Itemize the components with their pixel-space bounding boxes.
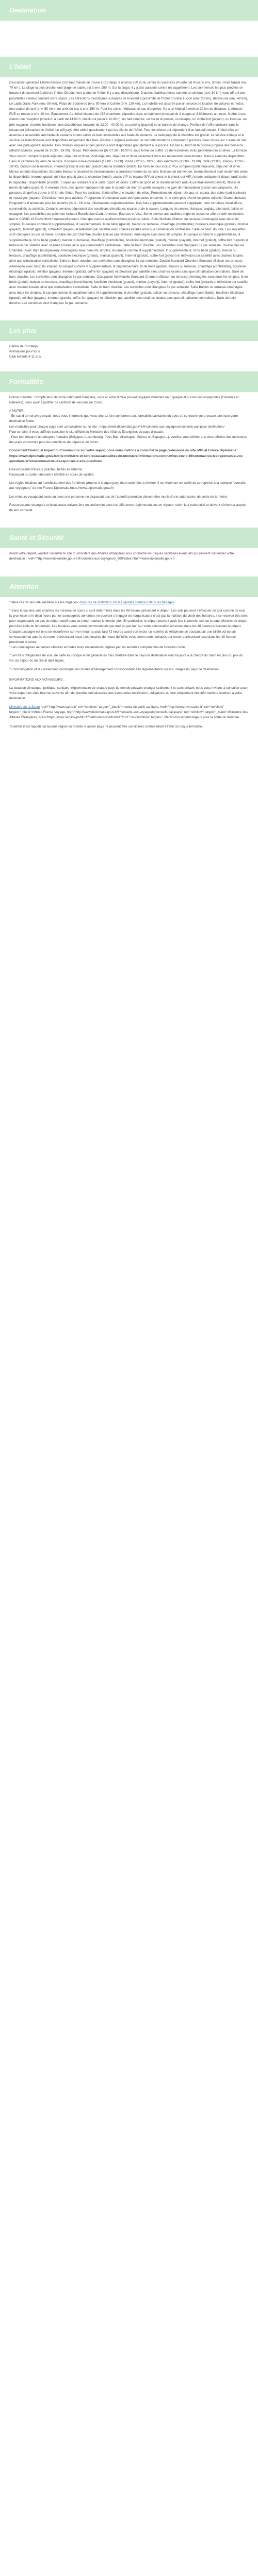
formalites-paragraph-3: Concernant l’éventuel impact du Coronavirus sur votre séjour, nous vous invitons à consulter la page ci-dessous du site officiel France Diplomatie : https://www.diplomatie.gouv.fr/fr/le-ministere-et-son-reseau/actualites-du-ministere/informations-coronavirus-covid-19/coronavirus-les-reponses-a-vos-questions/article/coronavirus-les-reponses-a-vos-questions xyxy=(9,449,244,463)
final-paragraph: Toutefois il est rappelé qu’aucune région du monde ni aucun pays ne peuvent être considérés comme étant à l’abri du risque terroriste. xyxy=(9,725,203,729)
formalites-content xyxy=(0,392,258,521)
plus-item: Centre de Corralejo xyxy=(9,345,38,349)
attention-paragraph-4: * L’homologation et le classement touristique des modes d’hébergement correspondent à la réglementation ou aux usages du pays de destination. xyxy=(9,667,220,671)
sante-paragraph: Avant votre départ, veuillez consulter le site du ministère des Affaires étrangères pour connaître les risques sanitaires éventuels qui peuvent concerner votre destination : href="http://www.diplomatie.gouv.fr/fr/conseils-aux-voyageurs_909/index.html">www.diplomatie.gouv.fr xyxy=(9,552,234,561)
formalites-paragraph-1: Bonne nouvelle : Compte tenu de votre nationalité française, vous et votre famille pouvez voyager librement en Espagne et sur les îles espagnoles (Canaries et Baléares), sans avoir à justifier de certificat de vaccination Covid. xyxy=(9,395,239,404)
plus-title: Les plus xyxy=(9,327,37,335)
formalites-paragraph-5: Les règles relatives au franchissement des frontières propres à chaque pays étant amenées à évoluer, il est vivement conseillé de se reporter à la rubrique “conseils aux voyageurs” du site France Diplomatie.https://www.diplomatie.gouv.fr/ xyxy=(9,481,246,490)
liquids-restriction-link[interactable]: mesures de restriction sur les liquides contenus dans les bagages xyxy=(79,600,174,604)
destination-content xyxy=(0,21,258,49)
section-title-destination xyxy=(0,0,258,21)
attention-prefix: * Mesures de sécurité sanitaire sur les bagages: xyxy=(9,600,80,604)
plus-item: Animations pour tous xyxy=(9,350,40,354)
ministere-paragraph xyxy=(9,705,249,721)
section-title-plus xyxy=(0,320,258,341)
sante-content xyxy=(0,548,258,569)
formalites-paragraph-6: Les mineurs voyageant seuls ou avec une personne ne disposant pas de l’autorité parentale doivent être munis d’une autorisation de sortie de territoire. xyxy=(9,495,228,499)
hotel-description: Description générale L’hôtel Barceló Corralejo Sands se trouve à Corralejo, à environ 250 m du centre du vacances (Puerto del Rosario env. 30 km, Gran Tarajal env. 70 km ). La plage la plus proche, une plage de sable, est à env. 250 m. Sur la plage, il y a des parasols contre un supplément. Les commerces les plus proches se trouvent directement à côté de l’hôtel. Directement à côté de l’hôtel, il y a une discothèque. D’autres établissements comme un cinéma (env. 30 km) vous offrent des possibilités variées pendant votre séjour. Les attractions touristiques suivantes se trouvent à proximité de l’hôtel: Coridiu Tuclon (env. 20 km), Betancuria (env. 48 km), Le Lajita Oasis Park (env. 80 km), Playa de Sotavento (env. 90 km) et Cofete (env. 110 km). La mobilité est assurée par un service de location de voitures et motos, une station de taxi (env. 50 m) et un arrêt de bus à env. 150 m. Pour les soins médicaux en cas d’urgence, il y a un hôpital à environ 30 km de distance. L’aéroport FUE se trouve à env. 40 km. Équipement Cet hôtel dispose de 156 chambres, réparties dans un bâtiment principal de 3 étages et 3 bâtiments annexes. Il offre à ses clients une réception (check-in à partir de 14:00 h, check-out jusqu’à 12:00 h), un hall d’entrée, un bar et la presse, un kiosque, un coffre-fort (payant), un kiosque, un prêt magasin, d’autres boutiques, une discothèque (ouverte de 22:00 - 00:00 h), un parking (payant) et un bureau de change. Profitez de l’offre culinaire dans le restaurant (climatisé) de l’hôtel. Le wifi payé être utilisé gratuitement par les clients de l’hôtel. Pour les clients qui dépendent d’un fauteuil roulant, l’hôtel offre un ascenseur accessible aux fauteuils roulants et des salles de bain accessibles aux fauteuils roulants. Le nettoyage de la chambre est gratuit. Le service d’étage et le service de blanchisserie sont disponibles moyennant des frais. Piscine: L’espace extérieur de cet hôtel moderne comprend 2 piscines d’eau douce sur 2 eaux de mer avec une pataugeoire séparée. Des chaises longues et des parasols sont disponibles gratuitement à la piscine. Un bar au bord de la piscine propose des boissons rafraîchissantes. (ouvert de 10:30 - 19:00). Repas: Petit-déjeuner (de 07:30 - 10:00 h) sous forme de buffet. Le demi-pension inclut petit-déjeuner et dîner. La formule “tous inclus” comprend petit-déjeuner, déjeuner et dîner. Petit-déjeuner, déjeuner et dîner seulement dans les restaurants sélectionnés. Menus élaborés disponibles. Eaux et certaines liqueurs de service. Boissons non-alcoolisées (12:00 - 19:00). Vin/re (12:00 - 19:00), des sandwichs (12:00 - 19:00). Café (19:00), snacks (12:00 - 19:00), boisson de bienvenue. Internet gratuit et mini bar gratuit dans la chambre (limité). En formule tous inclus: Plus comprend petit déjeuner, déjeuner et dîner. Menus enfants disponibles. En outre Boissons alcoolisées internationales à certaines heures du service. Boisson de bienvenue. éventuellement sont seulement selon la disponibilité. Internet gratuit, mini-bar gratuit dans la chambre (limité), accès VIP à l’espace SPA et check-in & check-out VIP. Arrivée anticipée et départ tardif (selon la capacité) - disponibilité possible. 1 repas au restaurant à la carte, Sport et loisirs: L’offre de sport et de divertissement (éduré) (entraînement payant), fitness et tennis de table (payant). À environ 2 km, des sports nautiques tels que le scooter de mer (en partie essayé) une gym de musculation (essai) sont proposés. Un parcours de golf se trouve à 40 km de l’hôtel. Pour les cyclistes, l’hôtel offre une location de vélos. Promotions de séjour: Un spa, un sauna, des soins (sud-bonheur) et massages (payant). Divertissement pour adultes: Programme d’animation avec des spectacles en soirée. Une série plus divertit les petits enfants. Grand-chelsecs Programme d’animation pour les enfants (de 2 - 16 ans). Informations supplémentaires: Des frais supplémentaires peuvent s’appliquer pour certaines installations, commodités ou activités. Certains services dépendent des conditions climatiques locales et de la saison. Langues de service: français, anglais, allemand, italien et espagnol. Les possibilités de paiement incluent Euro/MasterCard, American Express et Visa. Some service and facilities might be closed or offered with restrictions due to COVID-19 Prevention measures/frequent. Changes can be applied without previous notice. Suite familiale (Balcon ou terrasse) Aménagée avec deux lits simples, lit-canapé comme lit supplémentaire, lit supplémentaire, lit de bébé (gratuit), balcon ou terrasse, chauffage (contrôlable), bouilloire électrique (gratuit), minibar (payant), Internet (gratuit), coffre-fort (payant) et télévision par satellite avec chaînes locales ainsi que climatisation centralisée. Salle de bain: douche. Les serviettes sont changées 3x par semaine. Double Deluxe Chambre Double Deluxe (au terrasse): Aménagée avec deux lits simples, lit-canapé comme lit supplémentaire, lit supplémentaire, lit de bébé (gratuit), balcon ou terrasse, chauffage (contrôlable), bouilloire électrique (gratuit), minibar (payant), Internet (gratuit), coffre-fort (payant) et télévision par satellite avec chaînes locales ainsi que climatisation centralisée. Salle de bain: douche. Les serviettes sont changées 3x par semaine. Double Deluxe Chambre (Avec Bain boutiquesen): Aménagées avec deux lits simples, lit-canapé comme lit supplémentaire, lit supplémentaire, lit de bébé (gratuit), balcon ou terrasse, chauffage (contrôlable), bouilloire électrique (gratuit), minibar (payant), Internet (gratuit), coffre-fort (payant) et télévision par satellite avec chaînes locales ainsi que climatisation centralisée. Salle de bain: douche. Les serviettes sont changées 3x par semaine. Double Standard Chambre Standard (Balcon ou terrasse) Aménagée avec deux lits simples, lit-canapé comme lit supplémentaire, lit supplémentaire, lit de bébé (gratuit), balcon ou terrasse, chauffage (contrôlable), bouilloire électrique (gratuit), minibar (payant), Internet (gratuit), coffre-fort (payant) et télévision par satellite avec chaînes locales ainsi que climatisation centralisée. Salle de bain: douche. Les serviettes sont changées 3x par semaine. Occupation individuelle Standard Chambre (Balcon ou terrasse) Aménagées avec deux lits simples, lit de bébé (gratuit), balcon ou terrasse, chauffage (contrôlable), bouilloire électrique (gratuit), minibar (payant), Internet (gratuit), coffre-fort (payant) et télévision par satellite avec chaînes locales ainsi que climatisation centralisée. Salle de bain: douche. Les serviettes sont changées 3x par semaine. Suite Balcon ou terrasse Aménagée avec deux lits simples, lit-canapé comme lit supplémentaire, lit supplémentaire, lit de bébé (gratuit), balcon ou terrasse, chauffage (contrôlable), bouilloire électrique (gratuit), minibar (payant), Internet (gratuit), coffre-fort (payant) et télévision par satellite avec chaînes locales ainsi que climatisation centralisée. Salle de bain: douche. Les serviettes sont changées 3x par semaine. xyxy=(9,81,249,305)
hotel-content xyxy=(0,77,258,313)
ministere-rest: href="http://www.sante.fr" rel="nofollow" target="_blank">Institut de veille sanitaire, href="http://www.invs.sante.fr" rel="nofollow" target="_blank">Météo France Voyage, href="http://www.diplomatie.gouv.fr/fr/conseils-aux-voyageurs/conseils-par-pays/" rel="nofollow" target="_blank">Ministère des Affaires Étrangères, href="https://www.service-public.fr/particuliers/vosdroits/F2181" rel="nofollow" target="_blank">Documents légaux pour la sortie du territoire. xyxy=(9,705,248,719)
ministere-sante-link[interactable]: Ministère de la Santé xyxy=(9,705,40,709)
formalites-paragraph-7: Ressortissants étrangers et binationaux doivent être en conformité avec les différentes réglementations en vigueur, selon leur nationalité et doivent s’informer auprès de leur consulat. xyxy=(9,503,247,512)
formalites-paragraph-4: Ressortissants français (adultes, bébés et enfants) : Passeport ou carte nationale d’identité en cours de validité. xyxy=(9,467,94,477)
attention-title: Attention xyxy=(9,582,39,590)
info-title: INFORMATIONS AUX VOYAGEURS : xyxy=(9,677,64,682)
formalites-title: Formalités xyxy=(9,377,43,385)
sante-title: Santé et Sécurité xyxy=(9,534,64,542)
destination-title: Destination xyxy=(9,6,46,14)
section-title-attention xyxy=(0,577,258,597)
page xyxy=(0,0,258,737)
attention-paragraph-2: * Dans le cas des vols charters les horaires de cours ci sont déterminés dans les 48 heures précédant le départ. Les vols peuvent s’effectuer de jour comme de nuit, la promesse et le délai heure par les compagnies aériennes ne pouvant s’engager de l’organisateur n’est pas la maîtrise du choix des horaires. Il se recevoir très tiers pour responsable en cas de départ tardif et/ou de retour matinal le dernier jour. En particulier, le départ pouvant avoir lieu le premier soir ou la date effective de départ peut être celle du lendemain. Les horaires vous seront communiqués par mail ou par fax, sur votre convocation adressée dans les 48 heures précédant le départ. Chaque passager est tenu de reconfirmer son vol retour au plus tard 72 heures avant son retour ou numéro de téléphone se trouvant sur une bilété vol ou sur convocation ou auprès de notre représentant local. Les horaires de retour définitifs vous seront communiqués par notre représentant local dans les 48 heures précédant le retour. * Les compagnies aériennes utilisées et toutes leurs réclamations réglées par les autorités compétentes de l’aviation civile. xyxy=(9,608,248,650)
section-title-formalites xyxy=(0,371,258,392)
hotel-title: L’hôtel xyxy=(9,63,31,71)
plus-item: Club enfants 4-11 ans xyxy=(9,355,41,359)
formalites-paragraph-2: A NOTER : - En cas d’un vol avec escale, nous vous informons que vous devrez être conformes aux formalités sanitaires du pays où se trouve votre escale ainsi que votre destination finale. Les modalités pour chaque pays sont consultables sur le site : https://www.diplomatie.gouv.fr/fr/conseils-aux-voyageurs/conseils-par-pays-destination/ Pour ce faire, il vous suffit de consulter le site officiel du Ministère des Affaires Étrangères du pays d’escale. - Pour tout départ d’un aéroport frontalier (Belgique, Luxembourg, Pays-Bas, Allemagne, Suisse ou Espagne...), veuillez vous référer aux sites officiels des ministères des pays concernés pour les conditions de départ et de retour. xyxy=(9,409,247,445)
section-title-hotel xyxy=(0,57,258,77)
attention-paragraph-3: * Les frais obligatoires de visa, de carte touristique et en général les frais d’entrée dans le pays de destination sont toujours à la charge du client en plus du prix du vol, du séjour ou du circuit déjà réglés. xyxy=(9,654,243,663)
section-title-sante xyxy=(0,528,258,548)
attention-paragraph-1 xyxy=(9,600,249,605)
info-paragraph: La situation climatique, politique, sanitaire, réglementaire de chaque pays du monde pouvant changer subitement et sans préavis nous vous invitons à consulter avant votre départ les sites Internet suivants afin de prendre connaissance des éventuelles restrictions, obligations ou tout simplement des informations relatives à votre destination. xyxy=(9,686,249,701)
attention-content xyxy=(0,597,258,737)
plus-content xyxy=(0,341,258,364)
